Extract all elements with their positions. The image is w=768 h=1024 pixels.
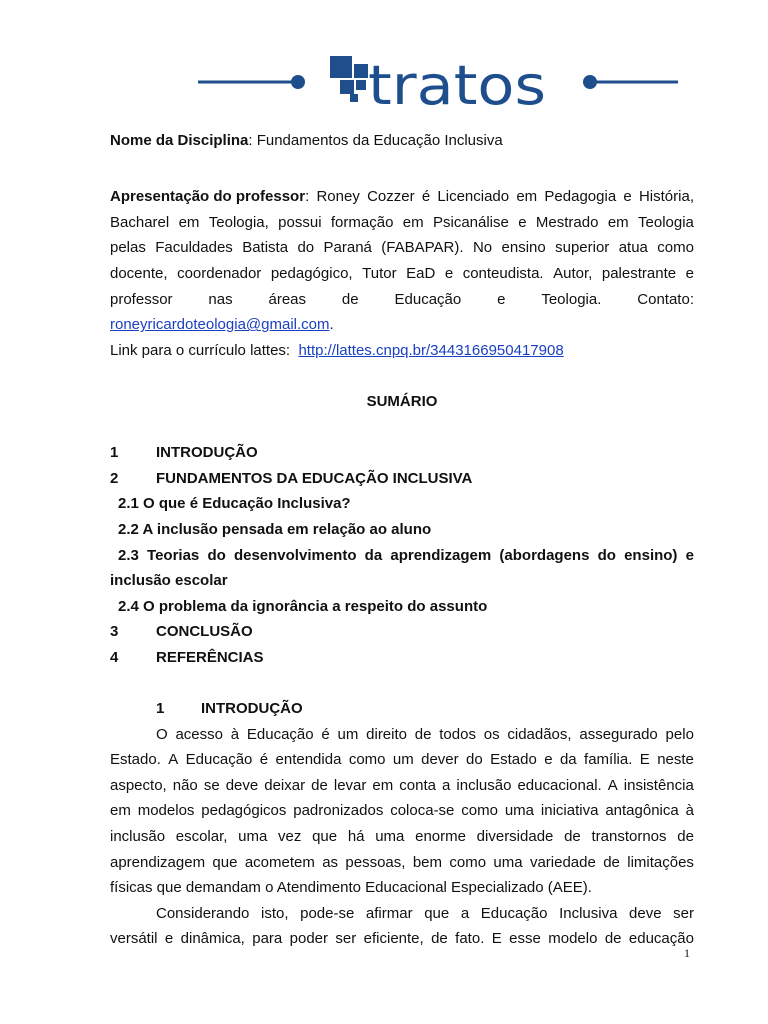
word: ser: [335, 930, 357, 948]
word: em: [607, 213, 629, 231]
email-link[interactable]: roneyricardoteologia@gmail.com: [110, 316, 330, 334]
word: de: [677, 828, 694, 846]
word: que: [312, 828, 338, 846]
word: acesso: [175, 725, 223, 743]
word: padronizados: [293, 802, 384, 820]
word: um: [337, 725, 359, 743]
lattes-line: [110, 338, 694, 364]
logo-square-5: [350, 94, 358, 102]
word: levar: [333, 776, 367, 794]
word: ensino: [501, 239, 546, 257]
word: Teologia,: [208, 213, 269, 231]
word: modelos: [137, 802, 195, 820]
lattes-link[interactable]: http://lattes.cnpq.br/3443166950417908: [298, 341, 564, 359]
word: direito: [366, 725, 407, 743]
word: e: [497, 290, 506, 308]
word: Teologia: [638, 213, 694, 231]
word: Batista: [242, 239, 289, 257]
word: Educação: [185, 751, 253, 769]
word: e: [685, 264, 694, 282]
word: e: [544, 751, 553, 769]
word: transtornos: [591, 828, 667, 846]
page-number: 1: [684, 946, 690, 960]
word: diversidade: [476, 828, 554, 846]
word: variedade: [529, 853, 596, 871]
document-body: [110, 128, 694, 952]
presentation-line: [110, 287, 694, 313]
word: isto,: [261, 904, 289, 922]
word: poder: [289, 930, 329, 948]
word: A: [168, 751, 179, 769]
word: atua: [618, 239, 648, 257]
word: pedagógicos: [201, 802, 287, 820]
word: E: [639, 751, 650, 769]
word: deve: [225, 776, 259, 794]
word: aspecto,: [110, 776, 167, 794]
discipline-label: Nome da Disciplina: [110, 132, 249, 149]
word: Bacharel: [110, 213, 170, 231]
word: pelas: [110, 239, 146, 257]
intro-line: [110, 901, 694, 927]
word: é: [321, 725, 330, 743]
lattes-label: Link para o currículo lattes:: [110, 341, 291, 359]
word: iniciativa: [540, 802, 599, 820]
word: não: [172, 776, 198, 794]
word: uma: [375, 828, 405, 846]
logo-square-1: [330, 56, 352, 78]
logo-square-4: [356, 80, 366, 90]
word: como: [461, 802, 498, 820]
toc-subitem[interactable]: 2.1 O que é Educação Inclusiva?: [118, 495, 351, 513]
word: assegurado: [579, 725, 658, 743]
word: de: [311, 776, 328, 794]
word: Teologia.: [541, 290, 602, 308]
word: entendida: [275, 751, 342, 769]
word: modelo: [548, 930, 598, 948]
word: (abordagens: [499, 546, 590, 564]
word: possui: [278, 213, 322, 231]
word: para: [252, 930, 283, 948]
word: Tutor: [362, 264, 397, 282]
word: pedagógico,: [270, 264, 353, 282]
discipline-value: : Fundamentos da Educação Inclusiva: [248, 132, 503, 149]
word: pelo: [665, 725, 694, 743]
word: coloca-se: [390, 802, 455, 820]
word: Educação: [246, 725, 314, 743]
word: antagônica: [605, 802, 679, 820]
word: Estado: [490, 751, 537, 769]
toc-item[interactable]: 1 INTRODUÇÃO: [110, 444, 258, 462]
toc-subitem[interactable]: 2.2 A inclusão pensada em relação ao aluno: [118, 520, 432, 538]
word: de: [564, 828, 581, 846]
word: afirmar: [365, 904, 413, 922]
word: insistência: [623, 776, 694, 794]
word: os: [483, 725, 500, 743]
email-line: roneyricardoteologia@gmail.com.: [110, 316, 334, 334]
word: conteudista.: [462, 264, 544, 282]
word: versátil: [110, 930, 158, 948]
word: de: [341, 290, 359, 308]
word: à: [230, 725, 240, 743]
word: aprendizagem: [390, 546, 492, 564]
intro-line: [110, 926, 694, 952]
word: ensino): [624, 546, 678, 564]
toc-item[interactable]: 4 REFERÊNCIAS: [110, 648, 264, 666]
word: todos: [439, 725, 476, 743]
word: Faculdades: [155, 239, 233, 257]
word: ser: [673, 904, 694, 922]
word: uma: [504, 802, 535, 820]
word: como: [449, 853, 487, 871]
word: enorme: [415, 828, 466, 846]
word: desenvolvimento: [233, 546, 357, 564]
word: de: [414, 725, 432, 743]
presentation-line-1: Apresentação do professor: Roney Cozzer é Licenciado em Pedagogia e História,: [110, 188, 694, 206]
word: coordenador: [177, 264, 262, 282]
logo-left-dot: [291, 75, 305, 89]
word: um: [392, 751, 414, 769]
word: família.: [584, 751, 633, 769]
word: da: [364, 546, 383, 564]
word: cidadãos,: [507, 725, 572, 743]
word: No: [472, 239, 493, 257]
intro-line-last: físicas que demandam o Atendimento Educacional Especializado (AEE).: [110, 879, 592, 897]
word: acometem: [244, 853, 315, 871]
intro-line: [110, 773, 694, 799]
word: em: [110, 802, 131, 820]
word: do: [207, 546, 226, 564]
word: fato.: [455, 930, 485, 948]
word: (FABAPAR).: [381, 239, 464, 257]
word: inclusão: [456, 776, 512, 794]
word: nas: [208, 290, 233, 308]
word: limitações: [627, 853, 694, 871]
word: Teorias: [147, 546, 200, 564]
presentation-line: [110, 210, 694, 236]
word: a: [460, 904, 470, 922]
word: que: [212, 853, 238, 871]
word: se: [203, 776, 220, 794]
toc-item[interactable]: 3 CONCLUSÃO: [110, 623, 253, 641]
word: dinâmica,: [180, 930, 245, 948]
word: Educação: [394, 290, 462, 308]
logo-square-2: [354, 64, 368, 78]
toc-item[interactable]: 2 FUNDAMENTOS DA EDUCAÇÃO INCLUSIVA: [110, 469, 473, 487]
word: deixar: [264, 776, 306, 794]
word: áreas: [268, 290, 307, 308]
word: e: [164, 930, 174, 948]
word: do: [297, 239, 315, 257]
word: A: [607, 776, 618, 794]
word: Autor,: [553, 264, 593, 282]
word: educacional.: [517, 776, 602, 794]
logo-wordmark: tratos: [368, 54, 546, 117]
presentation-line: [110, 261, 694, 287]
word: uma: [238, 828, 268, 846]
presentation-label: Apresentação do professor: [110, 188, 306, 206]
word: E: [491, 930, 502, 948]
word: há: [347, 828, 365, 846]
word: de: [603, 853, 620, 871]
word: a: [442, 776, 451, 794]
intro-heading: 1 INTRODUÇÃO: [156, 700, 303, 718]
word: Inclusiva: [559, 904, 618, 922]
word: educação: [628, 930, 694, 948]
word: professor: [110, 290, 173, 308]
word: da: [559, 751, 577, 769]
word: vez: [278, 828, 302, 846]
toc-subitem[interactable]: 2.4 O problema da ignorância a respeito do assunto: [118, 597, 488, 615]
summary-title: SUMÁRIO: [366, 392, 438, 410]
word: é: [259, 751, 269, 769]
word: uma: [493, 853, 523, 871]
tratos-logo: [198, 52, 678, 117]
word: à: [685, 802, 694, 820]
presentation-line: [110, 235, 694, 261]
word: neste: [657, 751, 694, 769]
word: bem: [412, 853, 442, 871]
word: Estado.: [110, 751, 161, 769]
word: Paraná: [323, 239, 372, 257]
intro-line: [110, 722, 694, 748]
word: que: [424, 904, 450, 922]
word: do: [597, 546, 616, 564]
word: O: [156, 725, 168, 743]
word: de: [431, 930, 448, 948]
word: inclusão: [110, 828, 166, 846]
word: dever: [421, 751, 459, 769]
word: Contato:: [637, 290, 694, 308]
word: Psicanálise: [432, 213, 509, 231]
intro-line: [110, 798, 694, 824]
intro-line: [110, 824, 694, 850]
word: 2.3: [118, 546, 139, 564]
word: como: [657, 239, 694, 257]
word: do: [466, 751, 483, 769]
toc-subitem-cont: inclusão escolar: [110, 572, 228, 590]
word: e: [518, 213, 527, 231]
word: e: [685, 546, 694, 564]
word: em: [402, 213, 424, 231]
word: EaD: [406, 264, 436, 282]
word: pessoas,: [345, 853, 406, 871]
word: conta: [399, 776, 436, 794]
intro-line: [110, 850, 694, 876]
toc-subitem[interactable]: [110, 543, 694, 569]
word: em: [372, 776, 394, 794]
word: deve: [629, 904, 662, 922]
word: de: [604, 930, 622, 948]
header: [0, 0, 768, 120]
word: escolar,: [175, 828, 228, 846]
intro-line: [110, 747, 694, 773]
word: docente,: [110, 264, 168, 282]
word: como: [348, 751, 386, 769]
word: Considerando: [156, 904, 250, 922]
word: aprendizagem: [110, 853, 206, 871]
word: superior: [555, 239, 610, 257]
word: em: [178, 213, 200, 231]
discipline-line: [110, 128, 694, 154]
word: e: [444, 264, 454, 282]
word: eficiente,: [363, 930, 424, 948]
logo-square-3: [340, 80, 354, 94]
word: pode-se: [300, 904, 355, 922]
word: palestrante: [601, 264, 677, 282]
word: Educação: [480, 904, 548, 922]
word: esse: [509, 930, 541, 948]
word: Mestrado: [535, 213, 599, 231]
word: formação: [330, 213, 394, 231]
word: as: [322, 853, 339, 871]
